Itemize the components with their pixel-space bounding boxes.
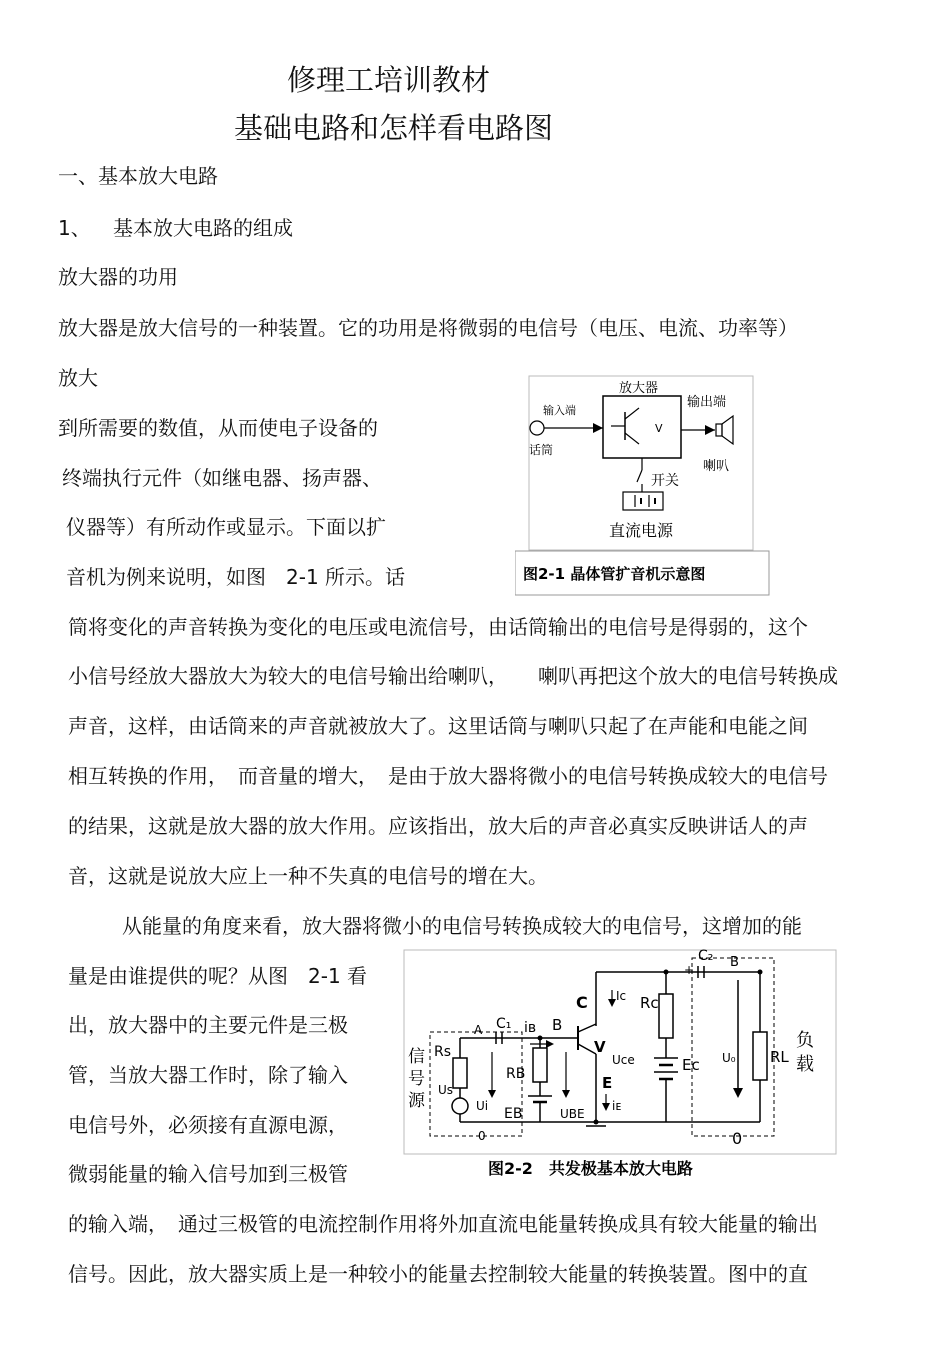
figure-amplifier-diagram — [515, 374, 775, 598]
paragraph-line: 管，当放大器工作时，除了输入 — [68, 1063, 348, 1087]
label-zero-right: 0 — [732, 1129, 743, 1148]
paragraph-line: 音，这就是说放大应上一种不失真的电信号的增在大。 — [68, 864, 548, 888]
resistor-rs — [453, 1058, 467, 1088]
switch-icon — [637, 470, 642, 482]
output-label: 输出端 — [687, 395, 727, 410]
label-eb: EB — [504, 1106, 523, 1122]
paragraph-line: 音机为例来说明，如图 2-1 所示。话 — [66, 565, 406, 589]
paragraph-line: 到所需要的数值，从而使电子设备的 — [58, 416, 378, 440]
document-title: 修理工培训教材 — [287, 63, 491, 97]
battery-icon — [623, 492, 663, 510]
resistor-rl — [753, 1032, 767, 1080]
paragraph-line: 小信号经放大器放大为较大的电信号输出给喇叭， 喇叭再把这个放大的电信号转换成 — [68, 664, 838, 688]
label-b-top: B — [730, 955, 739, 970]
paragraph-line: 电信号外，必须接有直源电源， — [68, 1113, 348, 1137]
paragraph-line: 量是由谁提供的呢？从图 2-1 看 — [68, 964, 368, 988]
junction-dot — [594, 1120, 599, 1125]
label-ec: Eᴄ — [682, 1056, 700, 1074]
label-ube: UBE — [560, 1107, 585, 1121]
document-subtitle: 基础电路和怎样看电路图 — [234, 111, 554, 145]
paragraph-line: 仪器等）有所动作或显示。下面以扩 — [66, 515, 386, 539]
paragraph-line: 声音，这样，由话筒来的声音就被放大了。这里话筒与喇叭只起了在声能和电能之间 — [68, 714, 808, 738]
paragraph-line: 相互转换的作用， 而音量的增大， 是由于放大器将微小的电信号转换成较大的电信号 — [68, 764, 828, 788]
output-arrow-icon — [705, 425, 715, 435]
resistor-rb — [533, 1048, 547, 1082]
label-ui: Ui — [476, 1099, 489, 1113]
label-a: A — [474, 1023, 483, 1037]
paragraph-line: 放大 — [58, 366, 98, 390]
transistor-v-label: V — [655, 422, 663, 435]
label-load-2: 载 — [796, 1054, 814, 1075]
amplifier-box — [603, 396, 681, 458]
paragraph-line: 信号。因此，放大器实质上是一种较小的能量去控制较大能量的转换装置。图中的直 — [68, 1262, 808, 1286]
label-ie: iᴇ — [612, 1099, 622, 1113]
label-c1: C₁ — [496, 1016, 512, 1032]
label-zero-left: 0 — [478, 1129, 486, 1143]
label-uo: U₀ — [722, 1051, 736, 1065]
label-transistor-v: V — [594, 1038, 606, 1056]
label-load-1: 负 — [796, 1030, 814, 1051]
microphone-icon — [530, 421, 544, 435]
label-rc: Rc — [640, 994, 659, 1012]
load-box — [692, 958, 774, 1136]
transistor-emitter — [625, 433, 639, 444]
label-source-3: 源 — [408, 1091, 425, 1111]
input-arrow-icon — [593, 423, 603, 433]
microphone-label: 话筒 — [529, 443, 554, 457]
paragraph-line: 的结果，这就是放大器的放大作用。应该指出，放大后的声音必真实反映讲话人的声 — [68, 814, 808, 838]
speaker-cone-icon — [722, 416, 733, 444]
amplifier-diagram — [515, 374, 775, 598]
power-label: 直流电源 — [609, 521, 674, 540]
input-label: 输入端 — [543, 404, 576, 417]
section-heading: 一、基本放大电路 — [58, 164, 218, 188]
label-uce: Uce — [612, 1053, 635, 1067]
label-ic: Iᴄ — [616, 989, 627, 1003]
junction-dot — [538, 1036, 543, 1041]
paragraph-heading: 放大器的功用 — [58, 265, 178, 289]
figure-caption: 图2-1 晶体管扩音机示意图 — [523, 565, 706, 583]
paragraph-line: 终端执行元件（如继电器、扬声器、 — [62, 466, 382, 490]
label-plus: + — [684, 963, 695, 977]
signal-source-icon — [452, 1098, 468, 1114]
label-rl: RL — [770, 1048, 789, 1066]
paragraph-line: 筒将变化的声音转换为变化的电压或电流信号，由话筒输出的电信号是得弱的，这个 — [68, 615, 808, 639]
ib-arrow-icon — [546, 1040, 554, 1048]
label-rs: Rs — [434, 1044, 452, 1060]
label-emitter: E — [602, 1074, 613, 1092]
paragraph-line: 从能量的角度来看，放大器将微小的电信号转换成较大的电信号，这增加的能 — [122, 914, 802, 938]
label-c2: C₂ — [698, 948, 714, 964]
label-us: Us — [438, 1083, 454, 1097]
uo-arrow-icon — [733, 1088, 743, 1098]
speaker-label: 喇叭 — [703, 459, 730, 474]
label-ib: iʙ — [524, 1020, 537, 1036]
switch-label: 开关 — [651, 473, 679, 489]
amplifier-label: 放大器 — [619, 381, 659, 396]
ube-arrow-icon — [562, 1090, 570, 1098]
transistor-collector — [625, 408, 639, 419]
label-base: B — [552, 1016, 563, 1034]
paragraph-line: 微弱能量的输入信号加到三极管 — [68, 1162, 348, 1186]
label-source-2: 号 — [408, 1069, 425, 1089]
ui-arrow-icon — [488, 1090, 496, 1098]
label-source-1: 信 — [408, 1047, 425, 1067]
figure-common-emitter-circuit — [400, 946, 840, 1182]
figure-caption: 图2-2 共发极基本放大电路 — [488, 1159, 693, 1178]
paragraph-line: 出，放大器中的主要元件是三极 — [68, 1013, 348, 1037]
subsection-heading: 基本放大电路的组成 — [113, 216, 293, 240]
paragraph-line: 放大器是放大信号的一种装置。它的功用是将微弱的电信号（电压、电流、功率等） — [58, 316, 798, 340]
junction-dot — [664, 970, 669, 975]
ic-arrow-icon — [608, 999, 616, 1007]
junction-dot — [758, 970, 763, 975]
common-emitter-circuit — [400, 946, 840, 1182]
resistor-rc — [659, 994, 673, 1038]
paragraph-line: 的输入端， 通过三极管的电流控制作用将外加直流电能量转换成具有较大能量的输出 — [68, 1212, 818, 1236]
transistor-collector — [578, 1024, 596, 1032]
label-rb: RB — [506, 1066, 526, 1082]
ie-arrow-icon — [602, 1103, 610, 1111]
subsection-number: 1、 — [58, 216, 91, 240]
label-collector: C — [576, 993, 588, 1012]
speaker-icon — [716, 424, 722, 436]
